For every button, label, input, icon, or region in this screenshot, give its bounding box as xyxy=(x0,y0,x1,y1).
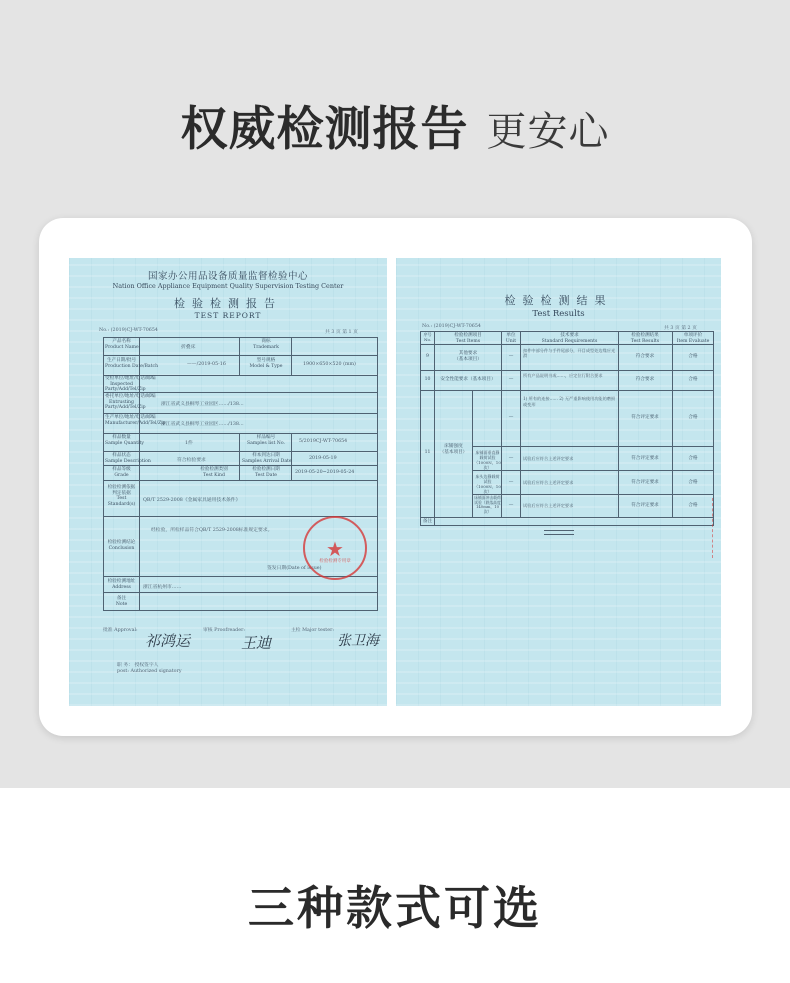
row-11c-result: 符合评定要求 xyxy=(631,503,659,508)
row-11b-result: 符合评定要求 xyxy=(631,480,659,485)
label-product-name: 产品名称 Product Name xyxy=(105,339,139,350)
page-number: 共 3 页 第 1 页 xyxy=(325,330,358,335)
row-11b-eval: 合格 xyxy=(688,480,698,485)
row-9-unit: — xyxy=(508,354,514,359)
proofreader-signature: 王迪 xyxy=(241,634,272,652)
value-product-name: 折叠床 xyxy=(181,345,196,350)
value-test-date: 2019-05-20~2019-05-24 xyxy=(295,470,355,475)
value-model: 1900×650×520 (mm) xyxy=(303,362,356,367)
headline xyxy=(0,92,790,159)
label-arrival: 样本到达日期 Samples Arrival Date xyxy=(242,453,292,464)
value-sample-list: 5/2019CJ-WT-70654 xyxy=(299,439,348,444)
label-conclusion: 检验检测结论 Conclusion xyxy=(107,540,136,551)
label-test-date: 检验检测日期 Test Date xyxy=(252,467,280,478)
post-label-en: post: Authorized signatory xyxy=(117,669,182,674)
row-11a-item: 床铺面垂直静载荷试验（1000N，10次） xyxy=(474,450,501,470)
approval-label: 批准 Approval: xyxy=(103,628,138,633)
headline-sub: 更安心 xyxy=(486,109,610,155)
value-arrival: 2019-05-19 xyxy=(309,456,337,461)
row-11c-eval: 合格 xyxy=(688,503,698,508)
row-9-req: 扣件中部分件与手件尾部分，开目成型处边缘应光滑 xyxy=(523,348,616,359)
red-seal-stamp: ★ 检验检测专用章 xyxy=(303,516,367,580)
report-title-cn: 检验检测报告 xyxy=(174,297,282,310)
row-11c-item: 床铺面冲击载荷试验（跌落高度140mm，10次） xyxy=(474,495,501,515)
row-11b-req: 试验后应符合上述评定要求 xyxy=(523,480,574,485)
row-11-result: 符合评定要求 xyxy=(631,415,659,420)
label-sample-list: 样品编号 Samples list No. xyxy=(247,435,285,446)
label-inspected: 受检单位/地址/电话/邮编 Inspected Party/Add/Tel/Zip xyxy=(105,376,156,393)
value-production-date: ——/2019-05-16 xyxy=(187,362,226,367)
results-page-number: 共 3 页 第 2 页 xyxy=(664,326,697,331)
row-11a-result: 符合评定要求 xyxy=(631,456,659,461)
label-quantity: 样品数量 Sample Quantity xyxy=(105,435,145,446)
label-address: 检验检测地址 Address xyxy=(107,579,136,590)
row-11a-eval: 合格 xyxy=(688,456,698,461)
row-11-no: 11 xyxy=(424,450,431,455)
value-address: 浙江省杭州市…… xyxy=(143,585,182,590)
value-quantity: 1件 xyxy=(185,441,193,446)
row-11a-unit: — xyxy=(508,456,514,461)
label-manufacturer: 生产单位/地址/电话/邮编 Manufacturer/Add/Tel/Zip xyxy=(105,415,166,426)
label-model: 型号规格 Model & Type xyxy=(249,358,283,369)
row-11-unit: — xyxy=(508,415,514,420)
results-remark: 备注 xyxy=(422,519,433,524)
value-description: 符合检验要求 xyxy=(177,458,206,463)
header-requirements: 技术要求 Standard Requirements xyxy=(541,333,598,344)
row-10-req: 所有产品说明书或……，应定位行附合要求 xyxy=(523,373,603,378)
value-seal-date: 签发日期(Date of issue) xyxy=(267,566,322,571)
label-test-kind: 检验检测类别 Test Kind xyxy=(200,467,228,478)
value-conclusion: 经检验，所检样品符合QB/T 2529-2008标准规定要求。 xyxy=(151,528,273,533)
header-no: 序号 No. xyxy=(423,332,432,342)
test-results-sheet xyxy=(396,258,721,706)
row-10-result: 符合要求 xyxy=(635,377,655,382)
row-9-item: 其他要求 （基本项目） xyxy=(454,351,482,362)
label-trademark: 商标 Trademark xyxy=(253,339,279,350)
headline-main: 权威检测报告 xyxy=(180,102,469,157)
results-title-cn: 检验检测结果 xyxy=(504,294,613,307)
row-10-no: 10 xyxy=(424,377,431,382)
row-9-eval: 合格 xyxy=(688,354,698,359)
post-label: 职 务： 授权签字人 xyxy=(117,663,159,668)
approval-signature: 祁鸿运 xyxy=(145,632,191,650)
value-entrusting: 浙江省武义县桐琴工业园区……/138… xyxy=(161,402,244,407)
report-frame xyxy=(39,218,752,736)
row-11b-unit: — xyxy=(508,480,514,485)
header-unit: 单位 Unit xyxy=(505,333,517,344)
row-11c-req: 试验后应符合上述评定要求 xyxy=(523,503,574,508)
label-grade: 样品等级 Grade xyxy=(112,467,131,478)
label-production-date: 生产日期/批号 Production Date/Batch xyxy=(105,358,159,369)
row-10-item: 安全性能要求（基本项目） xyxy=(440,377,496,382)
proofreader-label: 审核 Proofreader: xyxy=(203,628,246,633)
row-11-req: 1) 所有的连接…… 2) 无严重影响使用功能的磨损或变形 xyxy=(523,396,616,407)
test-report-sheet xyxy=(69,258,387,706)
label-description: 样品状态 Sample Description xyxy=(105,453,151,464)
tester-signature: 张卫海 xyxy=(337,633,379,649)
row-11-item: 床铺强度 （基本项目） xyxy=(439,444,468,455)
report-title-en: TEST REPORT xyxy=(194,311,262,320)
results-title-en: Test Results xyxy=(532,309,585,319)
row-11c-unit: — xyxy=(508,503,514,508)
row-10-eval: 合格 xyxy=(688,377,698,382)
header-item-evaluate: 单项评价 Item Evaluate xyxy=(676,333,710,344)
row-11b-item: 床头边静载荷试验（1000N，10次） xyxy=(474,474,501,494)
row-10-unit: — xyxy=(508,377,514,382)
value-standard: QB/T 2529-2008《金属家具通用技术条件》 xyxy=(143,498,241,503)
results-report-number: No.: (2019)CJ-WT-70654 xyxy=(422,324,481,329)
label-remark: 备注 Note xyxy=(115,596,128,607)
seal-edge-mark xyxy=(712,498,720,558)
major-tester-label: 主检 Major tester: xyxy=(291,628,334,633)
org-name-en: Nation Office Appliance Equipment Quality Supervision Testing Center xyxy=(112,282,344,290)
row-9-no: 9 xyxy=(426,354,429,359)
org-name-cn: 国家办公用品设备质量监督检验中心 xyxy=(147,271,308,282)
row-11a-req: 试验后应符合上述评定要求 xyxy=(523,456,574,461)
report-number: No.: (2019)CJ-WT-70654 xyxy=(99,328,158,333)
row-9-result: 符合要求 xyxy=(635,354,655,359)
label-standard: 检验检测依据 判定依据 Test Standard(s) xyxy=(107,485,136,508)
row-11-eval: 合格 xyxy=(688,415,698,420)
header-test-results: 检验检测结果 Test Results xyxy=(630,333,660,344)
label-entrusting: 委托单位/地址/电话/邮编 Entrusting Party/Add/Tel/Zip xyxy=(105,394,156,411)
header-test-items: 检验检测项目 Test Items xyxy=(454,333,482,344)
value-manufacturer: 浙江省武义县桐琴工业园区……/138… xyxy=(161,422,244,427)
footer-caption: 三种款式可选 xyxy=(248,881,542,935)
